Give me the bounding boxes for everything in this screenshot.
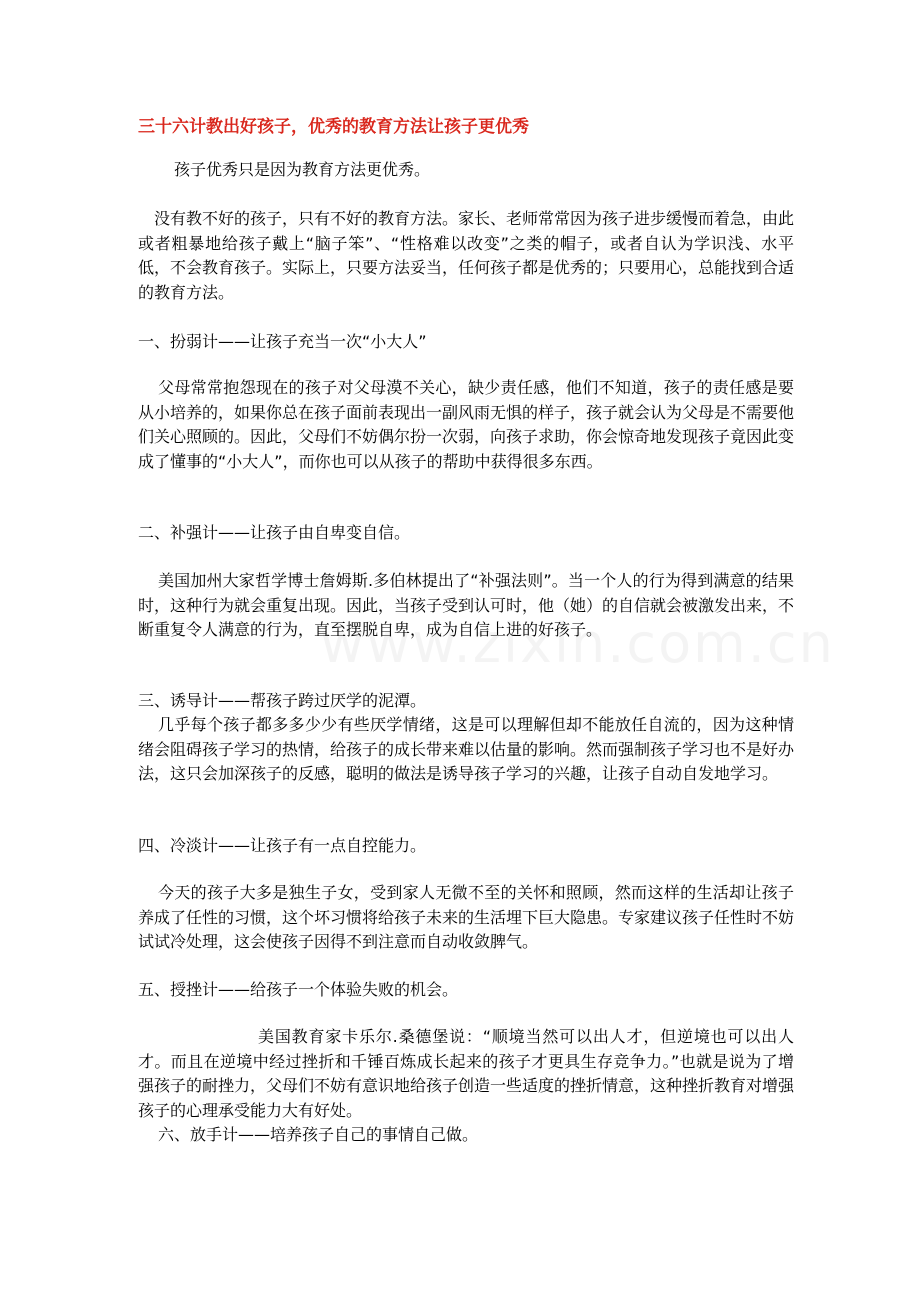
document-title: 三十六计教出好孩子，优秀的教育方法让孩子更优秀	[138, 117, 529, 137]
section-6-heading: 六、放手计——培养孩子自己的事情自己做。	[158, 1125, 479, 1144]
section-3-heading: 三、诱导计——帮孩子跨过厌学的泥潭。	[138, 691, 427, 710]
section-4-body: 今天的孩子大多是独生子女，受到家人无微不至的关怀和照顾，然而这样的生活却让孩子养成了任性的习惯，这个坏习惯将给孩子未来的生活埋下巨大隐患。专家建议孩子任性时不妨试试冷处理，这会使孩子因得不到注意而自动收敛脾气。	[138, 883, 795, 951]
section-5-heading: 五、授挫计——给孩子一个体验失败的机会。	[138, 980, 459, 999]
intro-sentence: 孩子优秀只是因为教育方法更优秀。	[174, 160, 431, 179]
section-4-heading: 四、冷淡计——让孩子有一点自控能力。	[138, 836, 427, 855]
section-1-heading: 一、扮弱计——让孩子充当一次“小大人”	[138, 332, 427, 351]
section-2-body: 美国加州大家哲学博士詹姆斯.多伯林提出了“补强法则”。当一个人的行为得到满意的结果时，这种行为就会重复出现。因此，当孩子受到认可时，他（她）的自信就会被激发出来，不断重复令人满意的行为，直至摆脱自卑，成为自信上进的好孩子。	[138, 571, 795, 639]
section-2-heading: 二、补强计——让孩子由自卑变自信。	[138, 523, 411, 542]
section-5-body: 美国教育家卡乐尔.桑德堡说：“顺境当然可以出人才，但逆境也可以出人才。而且在逆境中经过挫折和千锤百炼成长起来的孩子才更具生存竞争力。”也就是说为了增强孩子的耐挫力，父母们不妨有意识地给孩子创造一些适度的挫折情意，这种挫折教育对增强孩子的心理承受能力大有好处。	[138, 1027, 795, 1120]
section-1-body: 父母常常抱怨现在的孩子对父母漠不关心，缺少责任感，他们不知道，孩子的责任感是要从小培养的，如果你总在孩子面前表现出一副风雨无惧的样子，孩子就会认为父母是不需要他们关心照顾的。因此，父母们不妨偶尔扮一次弱，向孩子求助，你会惊奇地发现孩子竟因此变成了懂事的“小大人”，而你也可以从孩子的帮助中获得很多东西。	[138, 378, 795, 471]
section-3-body: 几乎每个孩子都多多少少有些厌学情绪，这是可以理解但却不能放任自流的，因为这种情绪会阻碍孩子学习的热情，给孩子的成长带来难以估量的影响。然而强制孩子学习也不是好办法，这只会加深孩子的反感，聪明的做法是诱导孩子学习的兴趣，让孩子自动自发地学习。	[138, 715, 795, 783]
lead-paragraph: 没有教不好的孩子，只有不好的教育方法。家长、老师常常因为孩子进步缓慢而着急，由此或者粗暴地给孩子戴上“脑子笨”、“性格难以改变”之类的帽子，或者自认为学识浅、水平低，不会教育孩子。实际上，只要方法妥当，任何孩子都是优秀的；只要用心，总能找到合适的教育方法。	[138, 209, 795, 302]
